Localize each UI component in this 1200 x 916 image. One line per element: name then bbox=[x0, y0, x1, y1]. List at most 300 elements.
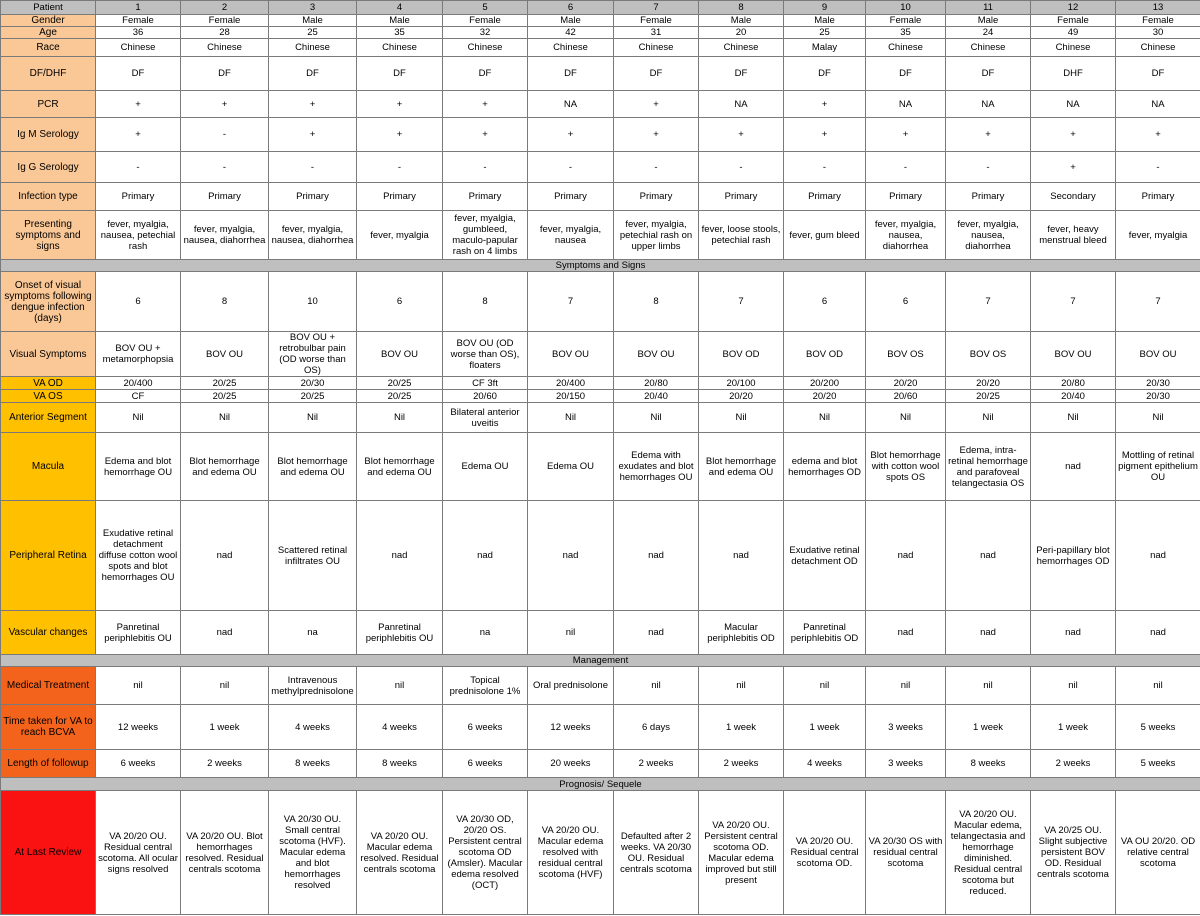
cell-patient-12: nil bbox=[1031, 667, 1116, 705]
row-gender bbox=[1, 15, 1200, 27]
row-label: Age bbox=[1, 27, 96, 39]
section-row bbox=[1, 778, 1200, 791]
cell-patient-9: 6 bbox=[784, 272, 866, 332]
cell-patient-2: 28 bbox=[181, 27, 269, 39]
patient-number: 8 bbox=[699, 1, 784, 15]
cell-patient-1: Female bbox=[96, 15, 181, 27]
cell-patient-11: 20/20 bbox=[946, 377, 1031, 390]
cell-patient-8: nad bbox=[699, 501, 784, 611]
cell-patient-3: Chinese bbox=[269, 39, 357, 57]
cell-patient-4: 6 bbox=[357, 272, 443, 332]
patient-number: 13 bbox=[1116, 1, 1200, 15]
cell-patient-10: nad bbox=[866, 611, 946, 655]
cell-patient-7: 2 weeks bbox=[614, 750, 699, 778]
cell-patient-3: na bbox=[269, 611, 357, 655]
row-macula bbox=[1, 433, 1200, 501]
cell-patient-2: Chinese bbox=[181, 39, 269, 57]
cell-patient-9: Male bbox=[784, 15, 866, 27]
cell-patient-13: Mottling of retinal pigment epithelium OU bbox=[1116, 433, 1200, 501]
cell-patient-6: 12 weeks bbox=[528, 705, 614, 750]
cell-patient-12: NA bbox=[1031, 91, 1116, 118]
cell-patient-6: nad bbox=[528, 501, 614, 611]
cell-patient-12: VA 20/25 OU. Slight subjective persistent BOV OD. Residual centrals scotoma bbox=[1031, 791, 1116, 915]
row-label: Ig M Serology bbox=[1, 118, 96, 152]
cell-patient-12: Secondary bbox=[1031, 183, 1116, 211]
cell-patient-9: Exudative retinal detachment OD bbox=[784, 501, 866, 611]
cell-patient-12: 2 weeks bbox=[1031, 750, 1116, 778]
cell-patient-8: Macular periphlebitis OD bbox=[699, 611, 784, 655]
cell-patient-7: + bbox=[614, 118, 699, 152]
cell-patient-12: Female bbox=[1031, 15, 1116, 27]
header-label: Patient bbox=[1, 1, 96, 15]
cell-patient-2: Nil bbox=[181, 403, 269, 433]
cell-patient-9: Panretinal periphlebitis OD bbox=[784, 611, 866, 655]
cell-patient-9: 20/200 bbox=[784, 377, 866, 390]
cell-patient-4: 4 weeks bbox=[357, 705, 443, 750]
row-label: DF/DHF bbox=[1, 57, 96, 91]
cell-patient-9: nil bbox=[784, 667, 866, 705]
cell-patient-10: 6 bbox=[866, 272, 946, 332]
cell-patient-3: DF bbox=[269, 57, 357, 91]
patient-number: 1 bbox=[96, 1, 181, 15]
cell-patient-7: 8 bbox=[614, 272, 699, 332]
cell-patient-11: BOV OS bbox=[946, 332, 1031, 377]
cell-patient-13: + bbox=[1116, 118, 1200, 152]
row-label: Peripheral Retina bbox=[1, 501, 96, 611]
cell-patient-10: Chinese bbox=[866, 39, 946, 57]
cell-patient-9: 4 weeks bbox=[784, 750, 866, 778]
row-label: Race bbox=[1, 39, 96, 57]
patient-number: 5 bbox=[443, 1, 528, 15]
cell-patient-5: Chinese bbox=[443, 39, 528, 57]
cell-patient-11: NA bbox=[946, 91, 1031, 118]
cell-patient-1: Exudative retinal detachment diffuse cotton wool spots and blot hemorrhages OU bbox=[96, 501, 181, 611]
cell-patient-4: Primary bbox=[357, 183, 443, 211]
row-onset-of-visual-symptoms-following-dengue-infection-days bbox=[1, 272, 1200, 332]
row-label: Length of followup bbox=[1, 750, 96, 778]
row-label: Presenting symptoms and signs bbox=[1, 211, 96, 260]
cell-patient-1: + bbox=[96, 118, 181, 152]
cell-patient-5: na bbox=[443, 611, 528, 655]
cell-patient-4: nil bbox=[357, 667, 443, 705]
cell-patient-1: Chinese bbox=[96, 39, 181, 57]
patient-number: 6 bbox=[528, 1, 614, 15]
cell-patient-11: 8 weeks bbox=[946, 750, 1031, 778]
cell-patient-3: Scattered retinal infiltrates OU bbox=[269, 501, 357, 611]
patient-number: 12 bbox=[1031, 1, 1116, 15]
cell-patient-11: Primary bbox=[946, 183, 1031, 211]
cell-patient-7: Nil bbox=[614, 403, 699, 433]
cell-patient-6: Male bbox=[528, 15, 614, 27]
cell-patient-12: + bbox=[1031, 118, 1116, 152]
header-row bbox=[1, 1, 1200, 15]
patient-number: 7 bbox=[614, 1, 699, 15]
cell-patient-1: 6 bbox=[96, 272, 181, 332]
cell-patient-4: Panretinal periphlebitis OU bbox=[357, 611, 443, 655]
cell-patient-9: Primary bbox=[784, 183, 866, 211]
cell-patient-13: nad bbox=[1116, 611, 1200, 655]
cell-patient-13: 20/30 bbox=[1116, 390, 1200, 403]
row-df-dhf bbox=[1, 57, 1200, 91]
cell-patient-13: 30 bbox=[1116, 27, 1200, 39]
cell-patient-11: DF bbox=[946, 57, 1031, 91]
cell-patient-7: 6 days bbox=[614, 705, 699, 750]
cell-patient-7: 31 bbox=[614, 27, 699, 39]
row-label: Ig G Serology bbox=[1, 152, 96, 183]
cell-patient-5: nad bbox=[443, 501, 528, 611]
cell-patient-5: + bbox=[443, 118, 528, 152]
cell-patient-4: - bbox=[357, 152, 443, 183]
cell-patient-4: + bbox=[357, 91, 443, 118]
cell-patient-1: Nil bbox=[96, 403, 181, 433]
cell-patient-6: - bbox=[528, 152, 614, 183]
cell-patient-10: 3 weeks bbox=[866, 705, 946, 750]
row-label: VA OS bbox=[1, 390, 96, 403]
cell-patient-8: Chinese bbox=[699, 39, 784, 57]
cell-patient-8: BOV OD bbox=[699, 332, 784, 377]
patient-number: 11 bbox=[946, 1, 1031, 15]
cell-patient-4: 35 bbox=[357, 27, 443, 39]
cell-patient-6: Oral prednisolone bbox=[528, 667, 614, 705]
cell-patient-12: Nil bbox=[1031, 403, 1116, 433]
cell-patient-3: 25 bbox=[269, 27, 357, 39]
cell-patient-8: - bbox=[699, 152, 784, 183]
cell-patient-9: 25 bbox=[784, 27, 866, 39]
cell-patient-12: 1 week bbox=[1031, 705, 1116, 750]
cell-patient-8: nil bbox=[699, 667, 784, 705]
cell-patient-5: + bbox=[443, 91, 528, 118]
row-label: Medical Treatment bbox=[1, 667, 96, 705]
cell-patient-1: CF bbox=[96, 390, 181, 403]
cell-patient-2: VA 20/20 OU. Blot hemorrhages resolved. Residual centrals scotoma bbox=[181, 791, 269, 915]
patient-number: 10 bbox=[866, 1, 946, 15]
cell-patient-3: Male bbox=[269, 15, 357, 27]
cell-patient-7: BOV OU bbox=[614, 332, 699, 377]
cell-patient-11: 7 bbox=[946, 272, 1031, 332]
cell-patient-9: Nil bbox=[784, 403, 866, 433]
cell-patient-13: Female bbox=[1116, 15, 1200, 27]
cell-patient-4: 20/25 bbox=[357, 377, 443, 390]
cell-patient-7: nil bbox=[614, 667, 699, 705]
cell-patient-13: Primary bbox=[1116, 183, 1200, 211]
cell-patient-6: VA 20/20 OU. Macular edema resolved with residual central scotoma (HVF) bbox=[528, 791, 614, 915]
cell-patient-4: Male bbox=[357, 15, 443, 27]
cell-patient-4: DF bbox=[357, 57, 443, 91]
cell-patient-11: 1 week bbox=[946, 705, 1031, 750]
cell-patient-8: DF bbox=[699, 57, 784, 91]
cell-patient-3: + bbox=[269, 91, 357, 118]
row-at-last-review bbox=[1, 791, 1200, 915]
cell-patient-6: nil bbox=[528, 611, 614, 655]
cell-patient-11: 20/25 bbox=[946, 390, 1031, 403]
cell-patient-4: + bbox=[357, 118, 443, 152]
cell-patient-4: VA 20/20 OU. Macular edema resolved. Residual centrals scotoma bbox=[357, 791, 443, 915]
row-length-of-followup bbox=[1, 750, 1200, 778]
cell-patient-2: BOV OU bbox=[181, 332, 269, 377]
cell-patient-5: DF bbox=[443, 57, 528, 91]
cell-patient-10: Primary bbox=[866, 183, 946, 211]
cell-patient-10: VA 20/30 OS with residual central scotoma bbox=[866, 791, 946, 915]
cell-patient-3: Blot hemorrhage and edema OU bbox=[269, 433, 357, 501]
cell-patient-6: 42 bbox=[528, 27, 614, 39]
row-presenting-symptoms-and-signs bbox=[1, 211, 1200, 260]
cell-patient-8: VA 20/20 OU. Persistent central scotoma OD. Macular edema improved but still present bbox=[699, 791, 784, 915]
cell-patient-2: fever, myalgia, nausea, diahorrhea bbox=[181, 211, 269, 260]
cell-patient-9: DF bbox=[784, 57, 866, 91]
cell-patient-13: 5 weeks bbox=[1116, 705, 1200, 750]
cell-patient-8: 20 bbox=[699, 27, 784, 39]
cell-patient-7: Chinese bbox=[614, 39, 699, 57]
cell-patient-2: Female bbox=[181, 15, 269, 27]
cell-patient-11: VA 20/20 OU. Macular edema, telangectasia and hemorrhage diminished. Residual central scotoma but reduced. bbox=[946, 791, 1031, 915]
cell-patient-10: fever, myalgia, nausea, diahorrhea bbox=[866, 211, 946, 260]
cell-patient-8: + bbox=[699, 118, 784, 152]
cell-patient-1: 12 weeks bbox=[96, 705, 181, 750]
cell-patient-5: VA 20/30 OD, 20/20 OS. Persistent central scotoma OD (Amsler). Macular edema resolved (OCT) bbox=[443, 791, 528, 915]
section-title: Management bbox=[1, 655, 1200, 667]
row-label: Gender bbox=[1, 15, 96, 27]
cell-patient-12: 7 bbox=[1031, 272, 1116, 332]
section-row bbox=[1, 260, 1200, 272]
cell-patient-6: DF bbox=[528, 57, 614, 91]
section-title: Symptoms and Signs bbox=[1, 260, 1200, 272]
cell-patient-2: Primary bbox=[181, 183, 269, 211]
cell-patient-2: 8 bbox=[181, 272, 269, 332]
cell-patient-6: Chinese bbox=[528, 39, 614, 57]
patient-number: 3 bbox=[269, 1, 357, 15]
row-label: Infection type bbox=[1, 183, 96, 211]
cell-patient-13: DF bbox=[1116, 57, 1200, 91]
cell-patient-4: 20/25 bbox=[357, 390, 443, 403]
cell-patient-12: BOV OU bbox=[1031, 332, 1116, 377]
row-anterior-segment bbox=[1, 403, 1200, 433]
cell-patient-5: BOV OU (OD worse than OS), floaters bbox=[443, 332, 528, 377]
cell-patient-6: NA bbox=[528, 91, 614, 118]
cell-patient-4: nad bbox=[357, 501, 443, 611]
cell-patient-1: - bbox=[96, 152, 181, 183]
cell-patient-9: - bbox=[784, 152, 866, 183]
cell-patient-7: + bbox=[614, 91, 699, 118]
cell-patient-4: Nil bbox=[357, 403, 443, 433]
cell-patient-1: + bbox=[96, 91, 181, 118]
cell-patient-8: 1 week bbox=[699, 705, 784, 750]
cell-patient-12: DHF bbox=[1031, 57, 1116, 91]
cell-patient-2: + bbox=[181, 91, 269, 118]
cell-patient-11: + bbox=[946, 118, 1031, 152]
cell-patient-12: Peri-papillary blot hemorrhages OD bbox=[1031, 501, 1116, 611]
cell-patient-8: 20/100 bbox=[699, 377, 784, 390]
cell-patient-1: Edema and blot hemorrhage OU bbox=[96, 433, 181, 501]
cell-patient-13: NA bbox=[1116, 91, 1200, 118]
cell-patient-8: Male bbox=[699, 15, 784, 27]
cell-patient-6: 20/150 bbox=[528, 390, 614, 403]
cell-patient-10: nil bbox=[866, 667, 946, 705]
cell-patient-4: Chinese bbox=[357, 39, 443, 57]
cell-patient-10: nad bbox=[866, 501, 946, 611]
cell-patient-9: + bbox=[784, 91, 866, 118]
cell-patient-7: Female bbox=[614, 15, 699, 27]
cell-patient-5: CF 3ft bbox=[443, 377, 528, 390]
cell-patient-3: BOV OU + retrobulbar pain (OD worse than OS) bbox=[269, 332, 357, 377]
cell-patient-7: 20/80 bbox=[614, 377, 699, 390]
cell-patient-8: fever, loose stools, petechial rash bbox=[699, 211, 784, 260]
row-peripheral-retina bbox=[1, 501, 1200, 611]
cell-patient-9: edema and blot hemorrhages OD bbox=[784, 433, 866, 501]
cell-patient-9: VA 20/20 OU. Residual central scotoma OD. bbox=[784, 791, 866, 915]
cell-patient-4: 8 weeks bbox=[357, 750, 443, 778]
cell-patient-5: 6 weeks bbox=[443, 705, 528, 750]
cell-patient-4: fever, myalgia bbox=[357, 211, 443, 260]
cell-patient-12: 49 bbox=[1031, 27, 1116, 39]
cell-patient-7: DF bbox=[614, 57, 699, 91]
cell-patient-7: - bbox=[614, 152, 699, 183]
cell-patient-2: 20/25 bbox=[181, 377, 269, 390]
row-age bbox=[1, 27, 1200, 39]
cell-patient-10: Nil bbox=[866, 403, 946, 433]
row-time-taken-for-va-to-reach-bcva bbox=[1, 705, 1200, 750]
cell-patient-11: nad bbox=[946, 611, 1031, 655]
cell-patient-4: Blot hemorrhage and edema OU bbox=[357, 433, 443, 501]
cell-patient-1: 20/400 bbox=[96, 377, 181, 390]
cell-patient-12: fever, heavy menstrual bleed bbox=[1031, 211, 1116, 260]
cell-patient-5: Edema OU bbox=[443, 433, 528, 501]
cell-patient-2: - bbox=[181, 152, 269, 183]
cell-patient-11: nil bbox=[946, 667, 1031, 705]
cell-patient-7: nad bbox=[614, 501, 699, 611]
cell-patient-2: 2 weeks bbox=[181, 750, 269, 778]
cell-patient-1: 36 bbox=[96, 27, 181, 39]
cell-patient-5: - bbox=[443, 152, 528, 183]
row-visual-symptoms bbox=[1, 332, 1200, 377]
cell-patient-2: nad bbox=[181, 611, 269, 655]
row-va-od bbox=[1, 377, 1200, 390]
cell-patient-9: + bbox=[784, 118, 866, 152]
row-pcr bbox=[1, 91, 1200, 118]
cell-patient-10: Blot hemorrhage with cotton wool spots OS bbox=[866, 433, 946, 501]
row-label: Anterior Segment bbox=[1, 403, 96, 433]
cell-patient-3: Intravenous methylprednisolone bbox=[269, 667, 357, 705]
cell-patient-13: fever, myalgia bbox=[1116, 211, 1200, 260]
cell-patient-13: BOV OU bbox=[1116, 332, 1200, 377]
cell-patient-10: 3 weeks bbox=[866, 750, 946, 778]
cell-patient-3: 20/25 bbox=[269, 390, 357, 403]
row-label: Visual Symptoms bbox=[1, 332, 96, 377]
cell-patient-3: Primary bbox=[269, 183, 357, 211]
cell-patient-8: Nil bbox=[699, 403, 784, 433]
cell-patient-1: Primary bbox=[96, 183, 181, 211]
row-vascular-changes bbox=[1, 611, 1200, 655]
cell-patient-5: Bilateral anterior uveitis bbox=[443, 403, 528, 433]
cell-patient-8: NA bbox=[699, 91, 784, 118]
row-label: VA OD bbox=[1, 377, 96, 390]
cell-patient-2: nil bbox=[181, 667, 269, 705]
cell-patient-1: BOV OU + metamorphopsia bbox=[96, 332, 181, 377]
cell-patient-2: Blot hemorrhage and edema OU bbox=[181, 433, 269, 501]
cell-patient-4: BOV OU bbox=[357, 332, 443, 377]
cell-patient-11: nad bbox=[946, 501, 1031, 611]
cell-patient-6: Nil bbox=[528, 403, 614, 433]
cell-patient-13: - bbox=[1116, 152, 1200, 183]
cell-patient-3: VA 20/30 OU. Small central scotoma (HVF). Macular edema and blot hemorrhages resolved bbox=[269, 791, 357, 915]
section-row bbox=[1, 655, 1200, 667]
row-label: Time taken for VA to reach BCVA bbox=[1, 705, 96, 750]
cell-patient-8: 7 bbox=[699, 272, 784, 332]
cell-patient-12: nad bbox=[1031, 611, 1116, 655]
cell-patient-5: Primary bbox=[443, 183, 528, 211]
cell-patient-1: VA 20/20 OU. Residual central scotoma. All ocular signs resolved bbox=[96, 791, 181, 915]
cell-patient-13: 20/30 bbox=[1116, 377, 1200, 390]
cell-patient-7: nad bbox=[614, 611, 699, 655]
cell-patient-13: VA OU 20/20. OD relative central scotoma bbox=[1116, 791, 1200, 915]
cell-patient-5: 32 bbox=[443, 27, 528, 39]
cell-patient-11: - bbox=[946, 152, 1031, 183]
cell-patient-12: 20/80 bbox=[1031, 377, 1116, 390]
row-medical-treatment bbox=[1, 667, 1200, 705]
cell-patient-13: nil bbox=[1116, 667, 1200, 705]
cell-patient-12: Chinese bbox=[1031, 39, 1116, 57]
patient-number: 9 bbox=[784, 1, 866, 15]
cell-patient-7: Edema with exudates and blot hemorrhages OU bbox=[614, 433, 699, 501]
cell-patient-13: nad bbox=[1116, 501, 1200, 611]
cell-patient-3: 20/30 bbox=[269, 377, 357, 390]
cell-patient-9: 1 week bbox=[784, 705, 866, 750]
cell-patient-3: 8 weeks bbox=[269, 750, 357, 778]
cell-patient-7: Primary bbox=[614, 183, 699, 211]
cell-patient-1: nil bbox=[96, 667, 181, 705]
cell-patient-5: 8 bbox=[443, 272, 528, 332]
cell-patient-6: fever, myalgia, nausea bbox=[528, 211, 614, 260]
cell-patient-3: fever, myalgia, nausea, diahorrhea bbox=[269, 211, 357, 260]
cell-patient-10: - bbox=[866, 152, 946, 183]
cell-patient-11: fever, myalgia, nausea, diahorrhea bbox=[946, 211, 1031, 260]
row-label: Onset of visual symptoms following dengue infection (days) bbox=[1, 272, 96, 332]
cell-patient-8: Blot hemorrhage and edema OU bbox=[699, 433, 784, 501]
cell-patient-7: 20/40 bbox=[614, 390, 699, 403]
cell-patient-8: Primary bbox=[699, 183, 784, 211]
cell-patient-5: fever, myalgia, gumbleed, maculo-papular rash on 4 limbs bbox=[443, 211, 528, 260]
cell-patient-13: 5 weeks bbox=[1116, 750, 1200, 778]
cell-patient-13: Nil bbox=[1116, 403, 1200, 433]
cell-patient-3: 10 bbox=[269, 272, 357, 332]
cell-patient-10: 20/60 bbox=[866, 390, 946, 403]
row-race bbox=[1, 39, 1200, 57]
cell-patient-12: nad bbox=[1031, 433, 1116, 501]
cell-patient-9: 20/20 bbox=[784, 390, 866, 403]
cell-patient-10: 20/20 bbox=[866, 377, 946, 390]
cell-patient-9: Malay bbox=[784, 39, 866, 57]
cell-patient-12: + bbox=[1031, 152, 1116, 183]
cell-patient-10: DF bbox=[866, 57, 946, 91]
row-label: PCR bbox=[1, 91, 96, 118]
cell-patient-10: Female bbox=[866, 15, 946, 27]
cell-patient-6: BOV OU bbox=[528, 332, 614, 377]
cell-patient-5: 6 weeks bbox=[443, 750, 528, 778]
row-ig-m-serology bbox=[1, 118, 1200, 152]
section-title: Prognosis/ Sequele bbox=[1, 778, 1200, 791]
cell-patient-13: 7 bbox=[1116, 272, 1200, 332]
cell-patient-2: - bbox=[181, 118, 269, 152]
cell-patient-1: DF bbox=[96, 57, 181, 91]
cell-patient-1: 6 weeks bbox=[96, 750, 181, 778]
cell-patient-10: + bbox=[866, 118, 946, 152]
cell-patient-6: 7 bbox=[528, 272, 614, 332]
cell-patient-2: 1 week bbox=[181, 705, 269, 750]
patient-number: 2 bbox=[181, 1, 269, 15]
cell-patient-7: Defaulted after 2 weeks. VA 20/30 OU. Residual centrals scotoma bbox=[614, 791, 699, 915]
cell-patient-7: fever, myalgia, petechial rash on upper limbs bbox=[614, 211, 699, 260]
cell-patient-3: + bbox=[269, 118, 357, 152]
cell-patient-9: fever, gum bleed bbox=[784, 211, 866, 260]
